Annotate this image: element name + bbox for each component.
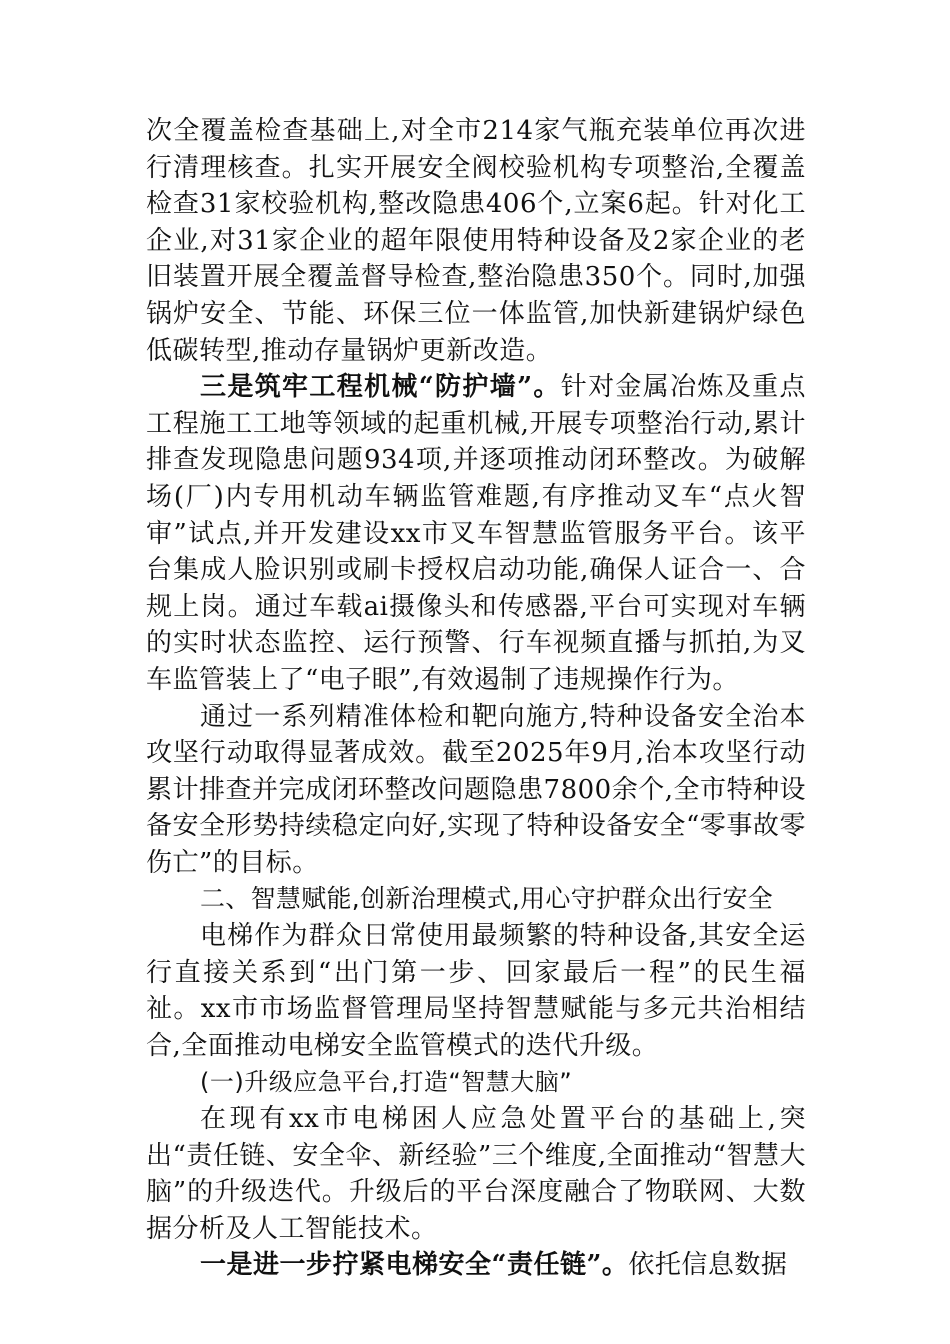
paragraph-text: 在现有xx市电梯困人应急处置平台的基础上,突出“责任链、安全伞、新经验”三个维度,全面推动“智慧大脑”的升级迭代。升级后的平台深度融合了物联网、大数据分析及人工智能技术。	[146, 1104, 806, 1244]
document-body	[146, 113, 806, 1284]
paragraph-text: 依托信息数据	[628, 1250, 788, 1281]
paragraph-lead-bold: 一是进一步拧紧电梯安全“责任链”。	[200, 1250, 629, 1281]
paragraph-responsibility-chain	[146, 1247, 806, 1284]
paragraph-platform-upgrade	[146, 1101, 806, 1247]
paragraph-results-summary	[146, 699, 806, 882]
paragraph-engineering-machinery	[146, 369, 806, 698]
section-heading-text: 二、智慧赋能,创新治理模式,用心守护群众出行安全	[200, 884, 774, 914]
paragraph-elevator-intro	[146, 918, 806, 1064]
subsection-heading-emergency-platform	[146, 1064, 806, 1101]
paragraph-text: 针对金属冶炼及重点工程施工工地等领域的起重机械,开展专项整治行动,累计排查发现隐患问题934项,并逐项推动闭环整改。为破解场(厂)内专用机动车辆监管难题,有序推动叉车“点火智审”试点,并开发建设xx市叉车智慧监管服务平台。该平台集成人脸识别或刷卡授权启动功能,确保人证合一、合规上岗。通过车载ai摄像头和传感器,平台可实现对车辆的实时状态监控、运行预警、行车视频直播与抓拍,为叉车监管装上了“电子眼”,有效遏制了违规操作行为。	[146, 372, 806, 695]
section-heading-smart-empowerment	[146, 881, 806, 918]
subsection-heading-text: (一)升级应急平台,打造“智慧大脑”	[200, 1068, 573, 1097]
paragraph-gas-cylinder-inspection	[146, 113, 806, 369]
paragraph-lead-bold: 三是筑牢工程机械“防护墙”。	[200, 372, 561, 403]
paragraph-text: 电梯作为群众日常使用最频繁的特种设备,其安全运行直接关系到“出门第一步、回家最后一程”的民生福祉。xx市市场监督管理局坚持智慧赋能与多元共治相结合,全面推动电梯安全监管模式的迭代升级。	[146, 921, 806, 1061]
paragraph-text: 通过一系列精准体检和靶向施方,特种设备安全治本攻坚行动取得显著成效。截至2025年9月,治本攻坚行动累计排查并完成闭环整改问题隐患7800余个,全市特种设备安全形势持续稳定向好,实现了特种设备安全“零事故零伤亡”的目标。	[146, 701, 806, 878]
paragraph-text: 次全覆盖检查基础上,对全市214家气瓶充装单位再次进行清理核查。扎实开展安全阀校验机构专项整治,全覆盖检查31家校验机构,整改隐患406个,立案6起。针对化工企业,对31家企业的超年限使用特种设备及2家企业的老旧装置开展全覆盖督导检查,整治隐患350个。同时,加强锅炉安全、节能、环保三位一体监管,加快新建锅炉绿色低碳转型,推动存量锅炉更新改造。	[146, 116, 806, 366]
